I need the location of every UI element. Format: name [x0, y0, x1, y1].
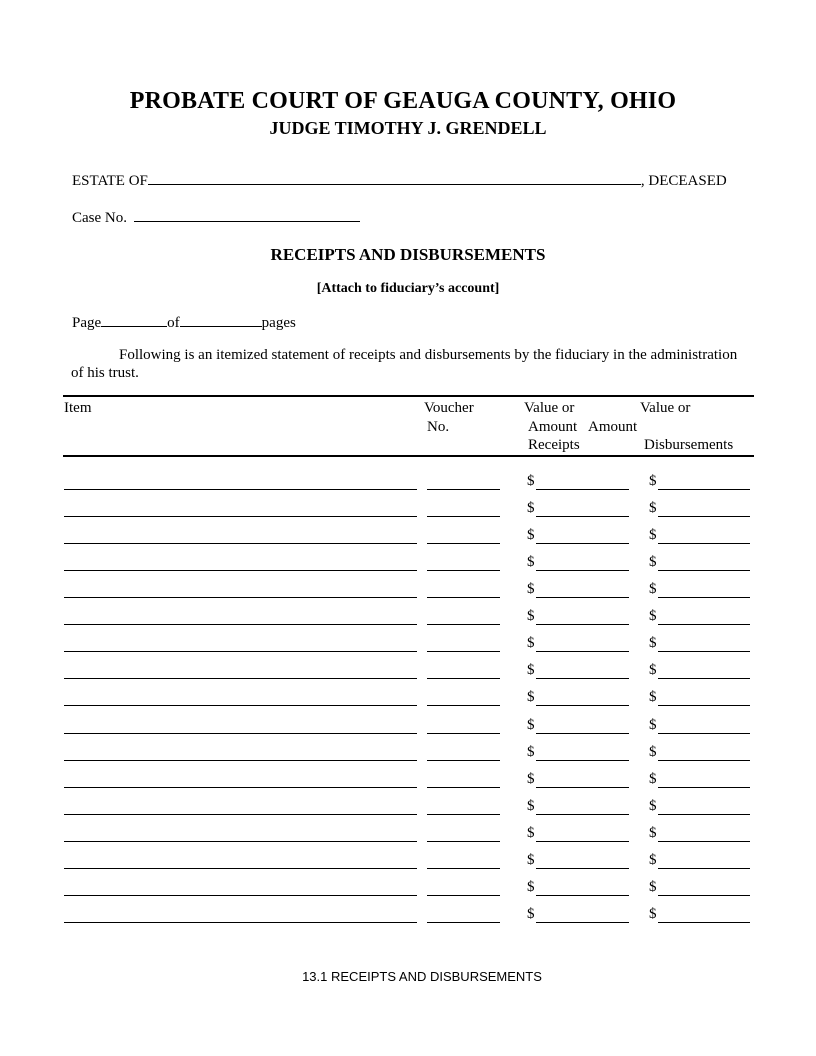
voucher-field[interactable]	[427, 516, 500, 517]
item-field[interactable]	[64, 922, 417, 923]
receipts-field[interactable]	[536, 651, 629, 652]
header-disbursements	[588, 399, 734, 455]
item-field[interactable]	[64, 895, 417, 896]
disbursements-field[interactable]	[658, 841, 750, 842]
voucher-field[interactable]	[427, 570, 500, 571]
form-subheading: [Attach to fiduciary’s account]	[316, 281, 500, 296]
estate-prefix: ESTATE OF	[72, 173, 148, 189]
voucher-field[interactable]	[427, 705, 500, 706]
page-number-field[interactable]	[101, 313, 167, 327]
receipts-dollar-sign: $	[527, 581, 535, 597]
header-voucher-line1: Voucher	[424, 400, 474, 416]
disbursements-field[interactable]	[658, 543, 750, 544]
header-receipts	[524, 399, 580, 455]
item-field[interactable]	[64, 489, 417, 490]
disbursements-field[interactable]	[658, 570, 750, 571]
disbursements-field[interactable]	[658, 814, 750, 815]
disbursements-field[interactable]	[658, 624, 750, 625]
total-pages-field[interactable]	[180, 313, 262, 327]
voucher-field[interactable]	[427, 868, 500, 869]
disbursements-field[interactable]	[658, 678, 750, 679]
voucher-field[interactable]	[427, 651, 500, 652]
disbursements-field[interactable]	[658, 597, 750, 598]
disbursements-dollar-sign: $	[649, 527, 657, 543]
item-field[interactable]	[64, 733, 417, 734]
disbursements-dollar-sign: $	[649, 771, 657, 787]
receipts-dollar-sign: $	[527, 825, 535, 841]
voucher-field[interactable]	[427, 678, 500, 679]
voucher-field[interactable]	[427, 543, 500, 544]
item-field[interactable]	[64, 868, 417, 869]
item-field[interactable]	[64, 814, 417, 815]
voucher-field[interactable]	[427, 597, 500, 598]
header-disb-line1: Value or	[640, 400, 691, 416]
receipts-dollar-sign: $	[527, 527, 535, 543]
disbursements-dollar-sign: $	[649, 554, 657, 570]
item-field[interactable]	[64, 624, 417, 625]
estate-line	[72, 171, 727, 190]
voucher-field[interactable]	[427, 624, 500, 625]
pages-label: pages	[261, 315, 296, 331]
disbursements-dollar-sign: $	[649, 717, 657, 733]
estate-name-field[interactable]	[148, 171, 641, 185]
receipts-field[interactable]	[536, 733, 629, 734]
intro-text: Following is an itemized statement of receipts and disbursements by the fiduciary in the administration of his trust.	[71, 347, 738, 381]
receipts-dollar-sign: $	[527, 744, 535, 760]
disbursements-field[interactable]	[658, 922, 750, 923]
header-receipts-line2: Amount	[528, 418, 578, 435]
receipts-field[interactable]	[536, 543, 629, 544]
disbursements-field[interactable]	[658, 733, 750, 734]
item-field[interactable]	[64, 678, 417, 679]
disbursements-field[interactable]	[658, 489, 750, 490]
disbursements-field[interactable]	[658, 651, 750, 652]
voucher-field[interactable]	[427, 814, 500, 815]
page-label: Page	[72, 315, 102, 331]
item-field[interactable]	[64, 841, 417, 842]
receipts-dollar-sign: $	[527, 689, 535, 705]
disbursements-field[interactable]	[658, 895, 750, 896]
header-voucher-line2: No.	[427, 418, 450, 435]
receipts-dollar-sign: $	[527, 852, 535, 868]
disbursements-field[interactable]	[658, 516, 750, 517]
intro-paragraph	[71, 346, 751, 382]
receipts-dollar-sign: $	[527, 554, 535, 570]
disbursements-field[interactable]	[658, 787, 750, 788]
voucher-field[interactable]	[427, 895, 500, 896]
receipts-field[interactable]	[536, 570, 629, 571]
judge-name: JUDGE TIMOTHY J. GRENDELL	[269, 118, 547, 138]
receipts-field[interactable]	[536, 516, 629, 517]
of-label: of	[167, 315, 180, 331]
case-line	[72, 208, 360, 227]
disbursements-dollar-sign: $	[649, 798, 657, 814]
disbursements-field[interactable]	[658, 760, 750, 761]
voucher-field[interactable]	[427, 489, 500, 490]
disbursements-dollar-sign: $	[649, 635, 657, 651]
voucher-field[interactable]	[427, 733, 500, 734]
receipts-dollar-sign: $	[527, 879, 535, 895]
disbursements-dollar-sign: $	[649, 689, 657, 705]
disbursements-dollar-sign: $	[649, 906, 657, 922]
receipts-field[interactable]	[536, 678, 629, 679]
voucher-field[interactable]	[427, 787, 500, 788]
disbursements-dollar-sign: $	[649, 473, 657, 489]
disbursements-dollar-sign: $	[649, 744, 657, 760]
receipts-field[interactable]	[536, 787, 629, 788]
page-count-line	[72, 313, 296, 332]
disbursements-dollar-sign: $	[649, 662, 657, 678]
voucher-field[interactable]	[427, 760, 500, 761]
receipts-dollar-sign: $	[527, 906, 535, 922]
receipts-field[interactable]	[536, 705, 629, 706]
item-field[interactable]	[64, 760, 417, 761]
receipts-dollar-sign: $	[527, 662, 535, 678]
receipts-field[interactable]	[536, 624, 629, 625]
header-receipts-line1: Value or	[524, 400, 575, 416]
table-header-rule	[63, 455, 754, 457]
header-disb-line2: Amount	[588, 418, 638, 435]
receipts-field[interactable]	[536, 814, 629, 815]
page-footer: 13.1 RECEIPTS AND DISBURSEMENTS	[302, 969, 542, 984]
item-field[interactable]	[64, 570, 417, 571]
receipts-field[interactable]	[536, 489, 629, 490]
header-disb-line3: Disbursements	[644, 437, 734, 453]
header-item: Item	[64, 400, 92, 416]
receipts-dollar-sign: $	[527, 500, 535, 516]
disbursements-dollar-sign: $	[649, 852, 657, 868]
disbursements-dollar-sign: $	[649, 879, 657, 895]
receipts-dollar-sign: $	[527, 635, 535, 651]
item-field[interactable]	[64, 651, 417, 652]
receipts-dollar-sign: $	[527, 608, 535, 624]
disbursements-dollar-sign: $	[649, 825, 657, 841]
case-number-field[interactable]	[134, 208, 360, 222]
item-field[interactable]	[64, 705, 417, 706]
item-field[interactable]	[64, 516, 417, 517]
receipts-dollar-sign: $	[527, 473, 535, 489]
court-title: PROBATE COURT OF GEAUGA COUNTY, OHIO	[129, 88, 677, 114]
disbursements-dollar-sign: $	[649, 500, 657, 516]
case-label: Case No.	[72, 210, 127, 226]
header-receipts-line3: Receipts	[528, 437, 580, 453]
item-field[interactable]	[64, 597, 417, 598]
disbursements-field[interactable]	[658, 705, 750, 706]
disbursements-dollar-sign: $	[649, 581, 657, 597]
receipts-dollar-sign: $	[527, 798, 535, 814]
header-voucher	[424, 399, 474, 436]
receipts-field[interactable]	[536, 895, 629, 896]
voucher-field[interactable]	[427, 841, 500, 842]
disbursements-dollar-sign: $	[649, 608, 657, 624]
receipts-field[interactable]	[536, 597, 629, 598]
receipts-field[interactable]	[536, 841, 629, 842]
form-heading: RECEIPTS AND DISBURSEMENTS	[270, 245, 546, 264]
table-top-rule	[63, 395, 754, 397]
disbursements-field[interactable]	[658, 868, 750, 869]
item-field[interactable]	[64, 787, 417, 788]
receipts-dollar-sign: $	[527, 717, 535, 733]
estate-suffix: , DECEASED	[640, 173, 727, 189]
receipts-dollar-sign: $	[527, 771, 535, 787]
receipts-field[interactable]	[536, 868, 629, 869]
receipts-field[interactable]	[536, 760, 629, 761]
item-field[interactable]	[64, 543, 417, 544]
voucher-field[interactable]	[427, 922, 500, 923]
receipts-field[interactable]	[536, 922, 629, 923]
